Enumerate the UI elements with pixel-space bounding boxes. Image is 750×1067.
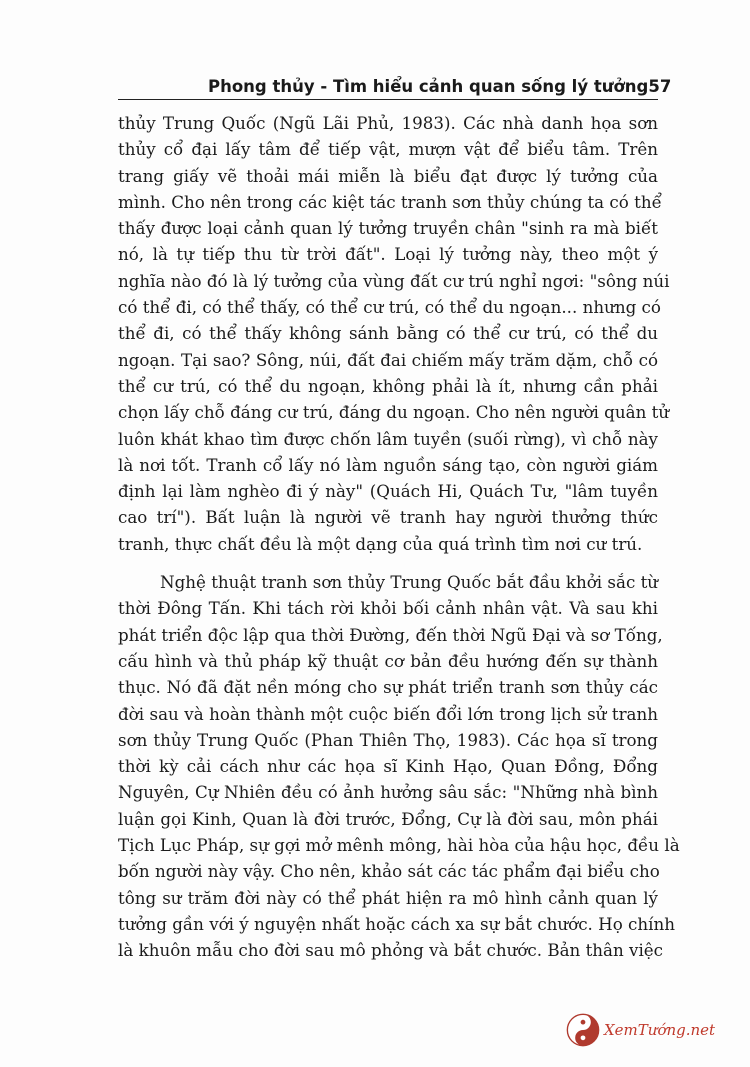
watermark-text: XemTướng.net bbox=[604, 1021, 716, 1039]
paragraph bbox=[118, 569, 680, 963]
text-line: cao trí"). Bất luận là người vẽ tranh hay người thưởng thức bbox=[118, 507, 658, 528]
text-line: thục. Nó đã đặt nền móng cho sự phát triển tranh sơn thủy các bbox=[118, 677, 658, 698]
text-line: Nghệ thuật tranh sơn thủy Trung Quốc bắt đầu khởi sắc từ bbox=[160, 572, 659, 593]
text-line: định lại làm nghèo đi ý này" (Quách Hi, Quách Tư, "lâm tuyền bbox=[118, 481, 658, 502]
text-line: tưởng gần với ý nguyện nhất hoặc cách xa sự bắt chước. Họ chính bbox=[118, 913, 675, 934]
body-text bbox=[118, 110, 680, 964]
text-line: có thể đi, có thể thấy, có thể cư trú, có thể du ngoạn... nhưng có bbox=[118, 297, 661, 318]
page-number: 57 bbox=[648, 77, 672, 96]
text-line: thấy được loại cảnh quan lý tưởng truyền chân "sinh ra mà biết bbox=[118, 218, 658, 239]
text-line: sơn thủy Trung Quốc (Phan Thiên Thọ, 1983). Các họa sĩ trong bbox=[118, 729, 658, 750]
text-line: đời sau và hoàn thành một cuộc biến đổi lớn trong lịch sử tranh bbox=[118, 703, 658, 724]
text-line: là khuôn mẫu cho đời sau mô phỏng và bắt chước. Bản thân việc bbox=[118, 940, 664, 961]
text-line: cấu hình và thủ pháp kỹ thuật cơ bản đều hướng đến sự thành bbox=[118, 650, 658, 671]
watermark bbox=[566, 1010, 746, 1050]
text-line: thể cư trú, có thể du ngoạn, không phải là ít, nhưng cần phải bbox=[118, 375, 658, 396]
text-line: trang giấy vẽ thoải mái miễn là biểu đạt được lý tưởng của bbox=[118, 165, 658, 186]
text-line: Tịch Lục Pháp, sự gợi mở mênh mông, hài hòa của hậu học, đều là bbox=[118, 835, 680, 856]
text-line: thủy Trung Quốc (Ngũ Lãi Phủ, 1983). Các nhà danh họa sơn bbox=[118, 113, 658, 133]
text-line: tông sư trăm đời này có thể phát hiện ra mô hình cảnh quan lý bbox=[118, 887, 658, 908]
text-line: là nơi tốt. Tranh cổ lấy nó làm nguồn sáng tạo, còn người giám bbox=[118, 454, 658, 475]
header-rule bbox=[118, 99, 658, 100]
text-line: luôn khát khao tìm được chốn lâm tuyền (suối rừng), vì chỗ này bbox=[118, 428, 658, 449]
text-line: nó, là tự tiếp thu từ trời đất". Loại lý tưởng này, theo một ý bbox=[118, 244, 658, 265]
text-line: chọn lấy chỗ đáng cư trú, đáng du ngoạn. Cho nên người quân tử bbox=[118, 402, 670, 423]
header-title: Phong thủy - Tìm hiểu cảnh quan sống lý tưởng bbox=[208, 77, 649, 96]
text-line: tranh, thực chất đều là một dạng của quá trình tìm nơi cư trú. bbox=[118, 533, 643, 554]
text-line: phát triển độc lập qua thời Đường, đến thời Ngũ Đại và sơ Tống, bbox=[118, 624, 663, 645]
running-header bbox=[118, 66, 672, 96]
paragraph bbox=[118, 110, 670, 557]
text-line: Nguyên, Cự Nhiên đều có ảnh hưởng sâu sắc: "Những nhà bình bbox=[118, 782, 658, 803]
text-line: mình. Cho nên trong các kiệt tác tranh sơn thủy chúng ta có thể bbox=[118, 191, 662, 212]
yin-yang-icon bbox=[566, 1013, 600, 1047]
text-line: thời Đông Tấn. Khi tách rời khỏi bối cảnh nhân vật. Và sau khi bbox=[118, 598, 658, 619]
text-line: thủy cổ đại lấy tâm để tiếp vật, mượn vật để biểu tâm. Trên bbox=[118, 139, 658, 160]
text-line: thể đi, có thể thấy không sánh bằng có thể cư trú, có thể du bbox=[118, 323, 658, 344]
text-line: ngoạn. Tại sao? Sông, núi, đất đai chiếm mấy trăm dặm, chỗ có bbox=[118, 349, 658, 370]
text-line: nghĩa nào đó là lý tưởng của vùng đất cư trú nghỉ ngơi: "sông núi bbox=[118, 270, 670, 291]
text-line: bốn người này vậy. Cho nên, khảo sát các tác phẩm đại biểu cho bbox=[118, 861, 660, 882]
text-line: thời kỳ cải cách như các họa sĩ Kinh Hạo, Quan Đồng, Đổng bbox=[118, 756, 658, 777]
text-line: luận gọi Kinh, Quan là đời trước, Đổng, Cự là đời sau, môn phái bbox=[118, 808, 658, 829]
